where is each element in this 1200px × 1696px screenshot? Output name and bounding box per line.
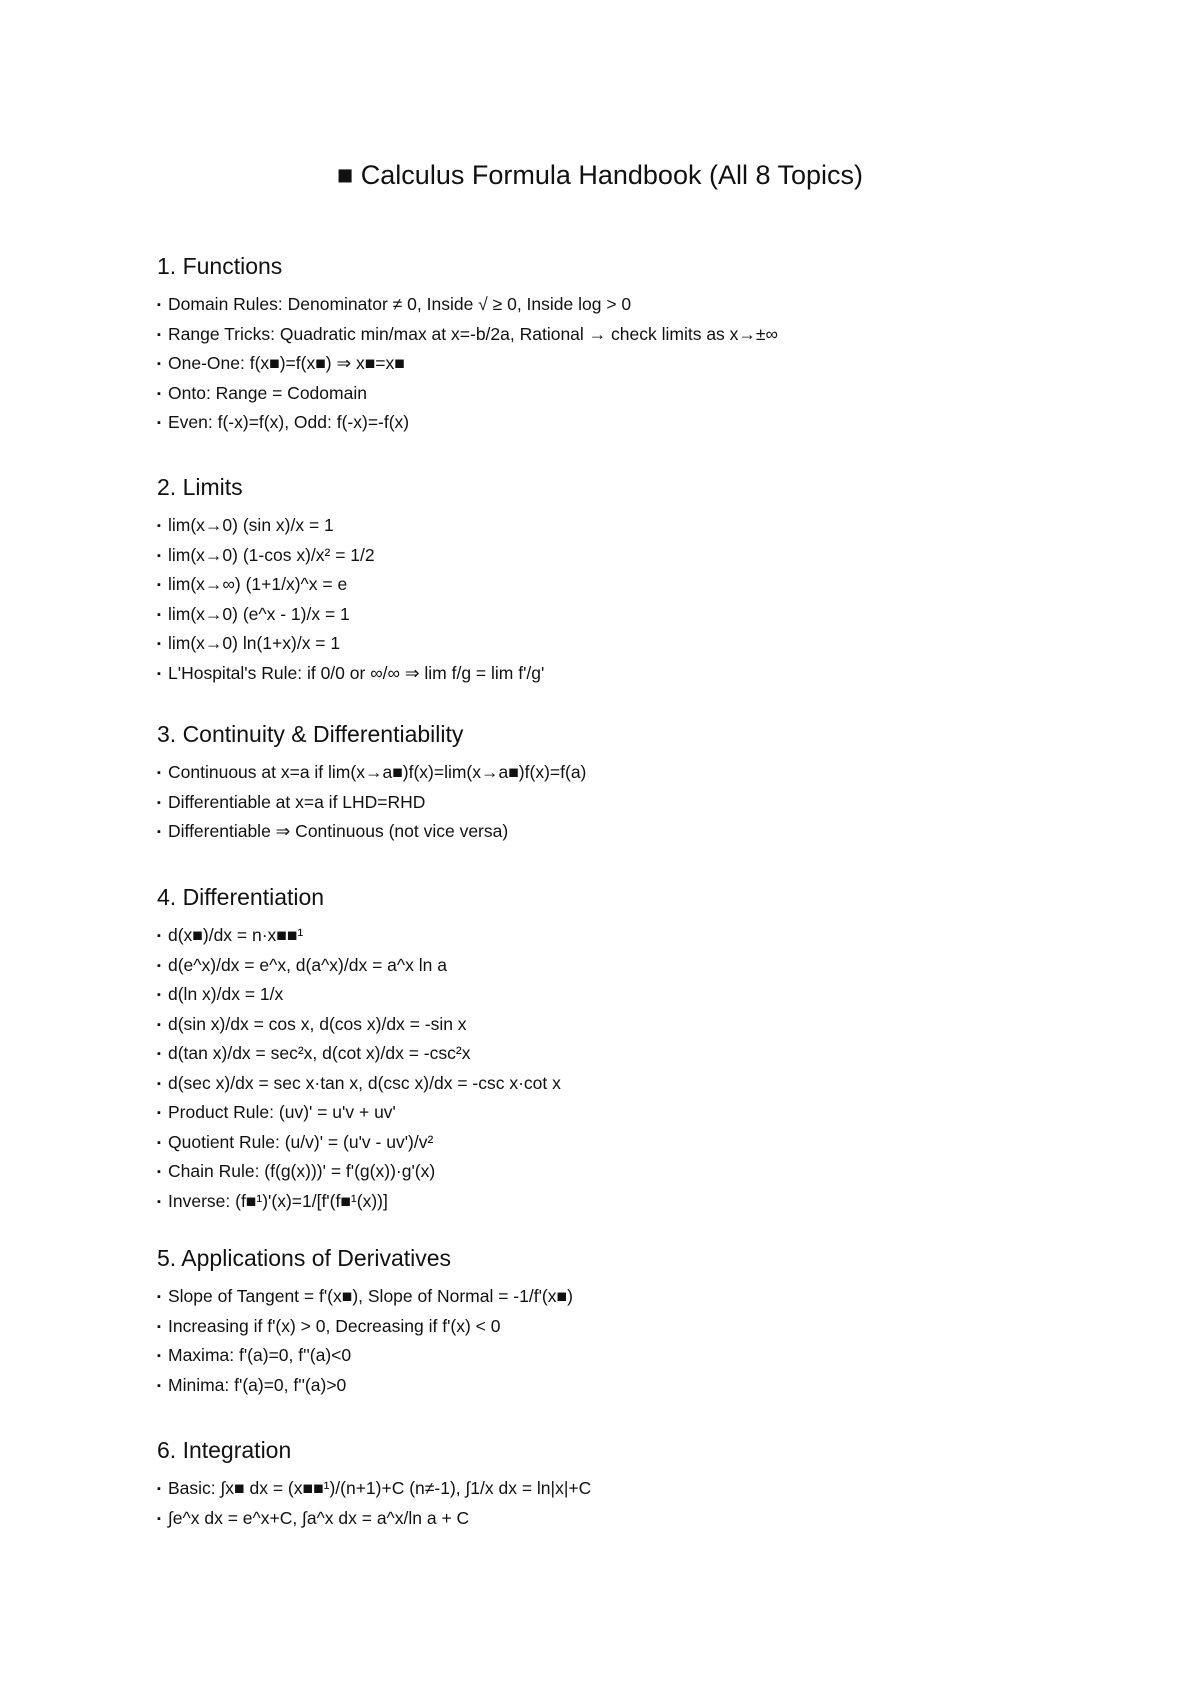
formula-item: ▪ Product Rule: (uv)' = u'v + uv' — [157, 1098, 1157, 1128]
section-applications — [157, 1244, 1157, 1400]
document-title: ■ Calculus Formula Handbook (All 8 Topics) — [336, 160, 864, 190]
formula-item: ▪ d(sin x)/dx = cos x, d(cos x)/dx = -sin x — [157, 1010, 1157, 1040]
formula-list — [157, 1474, 1157, 1533]
formula-item: ▪ d(ln x)/dx = 1/x — [157, 980, 1157, 1010]
formula-item: ▪ lim(x→0) (1-cos x)/x² = 1/2 — [157, 541, 1157, 571]
section-heading: 5. Applications of Derivatives — [157, 1245, 452, 1271]
formula-list — [157, 1282, 1157, 1400]
formula-item: ▪ lim(x→0) ln(1+x)/x = 1 — [157, 629, 1157, 659]
formula-item: ▪ Even: f(-x)=f(x), Odd: f(-x)=-f(x) — [157, 408, 1157, 438]
formula-item: ▪ d(sec x)/dx = sec x·tan x, d(csc x)/dx = -csc x·cot x — [157, 1069, 1157, 1099]
formula-item: ▪ d(tan x)/dx = sec²x, d(cot x)/dx = -csc²x — [157, 1039, 1157, 1069]
formula-item: ▪ Chain Rule: (f(g(x)))' = f'(g(x))·g'(x) — [157, 1157, 1157, 1187]
formula-list — [157, 290, 1157, 438]
formula-item: ▪ Minima: f'(a)=0, f''(a)>0 — [157, 1371, 1157, 1401]
formula-item: ▪ Increasing if f'(x) > 0, Decreasing if f'(x) < 0 — [157, 1312, 1157, 1342]
section-heading: 2. Limits — [157, 474, 243, 500]
formula-item: ▪ Quotient Rule: (u/v)' = (u'v - uv')/v² — [157, 1128, 1157, 1158]
formula-list — [157, 511, 1157, 688]
formula-item: ▪ One-One: f(x■)=f(x■) ⇒ x■=x■ — [157, 349, 1157, 379]
formula-item: ▪ Range Tricks: Quadratic min/max at x=-b/2a, Rational → check limits as x→±∞ — [157, 320, 1157, 350]
formula-item: ▪ d(e^x)/dx = e^x, d(a^x)/dx = a^x ln a — [157, 951, 1157, 981]
formula-item: ▪ Inverse: (f■¹)'(x)=1/[f'(f■¹(x))] — [157, 1187, 1157, 1217]
section-continuity — [157, 720, 1157, 847]
section-heading: 6. Integration — [157, 1437, 292, 1463]
formula-item: ▪ d(x■)/dx = n·x■■¹ — [157, 921, 1157, 951]
section-differentiation — [157, 883, 1157, 1216]
formula-item: ▪ Slope of Tangent = f'(x■), Slope of Normal = -1/f'(x■) — [157, 1282, 1157, 1312]
formula-item: ▪ Continuous at x=a if lim(x→a■)f(x)=lim(x→a■)f(x)=f(a) — [157, 758, 1157, 788]
formula-item: ▪ lim(x→0) (e^x - 1)/x = 1 — [157, 600, 1157, 630]
formula-item: ▪ lim(x→0) (sin x)/x = 1 — [157, 511, 1157, 541]
formula-item: ▪ Differentiable at x=a if LHD=RHD — [157, 788, 1157, 818]
formula-item: ▪ Differentiable ⇒ Continuous (not vice versa) — [157, 817, 1157, 847]
section-limits — [157, 473, 1157, 688]
formula-item: ▪ lim(x→∞) (1+1/x)^x = e — [157, 570, 1157, 600]
formula-item: ▪ Onto: Range = Codomain — [157, 379, 1157, 409]
section-functions — [157, 252, 1157, 438]
section-heading: 1. Functions — [157, 253, 283, 279]
formula-item: ▪ Maxima: f'(a)=0, f''(a)<0 — [157, 1341, 1157, 1371]
formula-item: ▪ Basic: ∫x■ dx = (x■■¹)/(n+1)+C (n≠-1), ∫1/x dx = ln|x|+C — [157, 1474, 1157, 1504]
section-heading: 3. Continuity & Differentiability — [157, 721, 464, 747]
section-heading: 4. Differentiation — [157, 884, 325, 910]
section-integration — [157, 1436, 1157, 1533]
formula-item: ▪ Domain Rules: Denominator ≠ 0, Inside √ ≥ 0, Inside log > 0 — [157, 290, 1157, 320]
formula-item: ▪ ∫e^x dx = e^x+C, ∫a^x dx = a^x/ln a + C — [157, 1504, 1157, 1534]
formula-item: ▪ L'Hospital's Rule: if 0/0 or ∞/∞ ⇒ lim f/g = lim f'/g' — [157, 659, 1157, 689]
formula-list — [157, 921, 1157, 1216]
formula-list — [157, 758, 1157, 847]
